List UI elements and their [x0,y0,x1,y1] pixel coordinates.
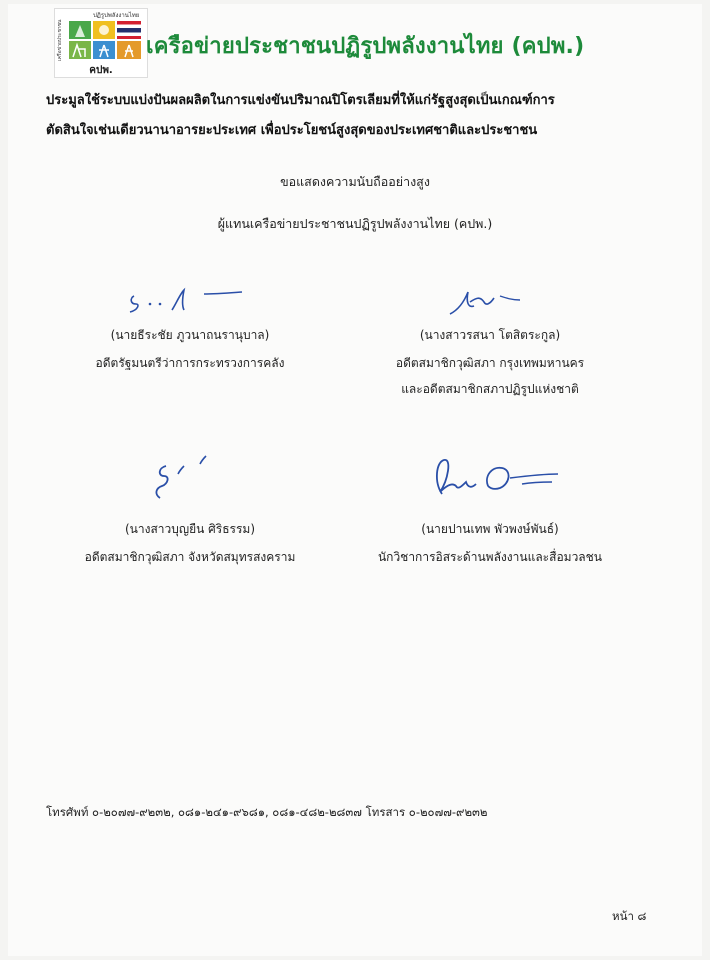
page-number: หน้า ๘ [612,909,647,923]
signatory-2-title-line-1: อดีตสมาชิกวุฒิสภา กรุงเทพมหานคร [395,356,585,370]
signatory-3-name: (นางสาวบุญยืน ศิริธรรม) [124,522,256,536]
signatory-3-title: อดีตสมาชิกวุฒิสภา จังหวัดสมุทรสงคราม [84,550,296,564]
signatory-1-name: (นายธีระชัย ภูวนาถนรานุบาล) [110,328,270,342]
signature-2 [440,284,550,324]
signature-1 [120,284,250,324]
signature-3 [140,452,220,504]
paragraph-line-2: ตัดสินใจเช่นเดียวนานาอารยะประเทศ เพื่อประโยชน์สูงสุดของประเทศชาติและประชาชน [46,123,538,138]
closing-text: ขอแสดงความนับถืออย่างสูง [280,174,430,189]
paragraph-line-1: ประมูลใช้ระบบแบ่งปันผลผลิตในการแข่งขันปริมาณปิโตรเลียมที่ให้แก่รัฐสูงสุดเป็นเกณฑ์การ [46,93,555,108]
org-title: เครือข่ายประชาชนปฏิรูปพลังงานไทย (คปพ.) [146,34,585,59]
contact-footer: โทรศัพท์ ๐-๒๐๗๗-๙๒๓๒, ๐๘๑-๒๔๑-๙๖๘๑, ๐๘๑-๔๘๒-๒๘๓๗ โทรสาร ๐-๒๐๗๗-๙๒๓๒ [46,805,488,819]
signatory-2-title-line-2: และอดีตสมาชิกสภาปฏิรูปแห่งชาติ [401,382,579,396]
signatory-1-title: อดีตรัฐมนตรีว่าการกระทรวงการคลัง [95,356,285,370]
signatory-4-name: (นายปานเทพ พัวพงษ์พันธ์) [421,522,559,536]
logo-text-side: เครือข่ายประชาชน [57,19,63,61]
signature-4 [426,452,566,502]
logo-text-top: ปฏิรูปพลังงานไทย [93,12,140,19]
logo-abbr: คปพ. [89,65,113,76]
signatory-2-name: (นางสาวรสนา โตสิตระกูล) [419,328,561,342]
kpp-logo [54,8,148,78]
signatory-4-title: นักวิชาการอิสระด้านพลังงานและสื่อมวลชน [377,550,603,564]
representative-text: ผู้แทนเครือข่ายประชาชนปฏิรูปพลังงานไทย (คปพ.) [217,216,493,231]
